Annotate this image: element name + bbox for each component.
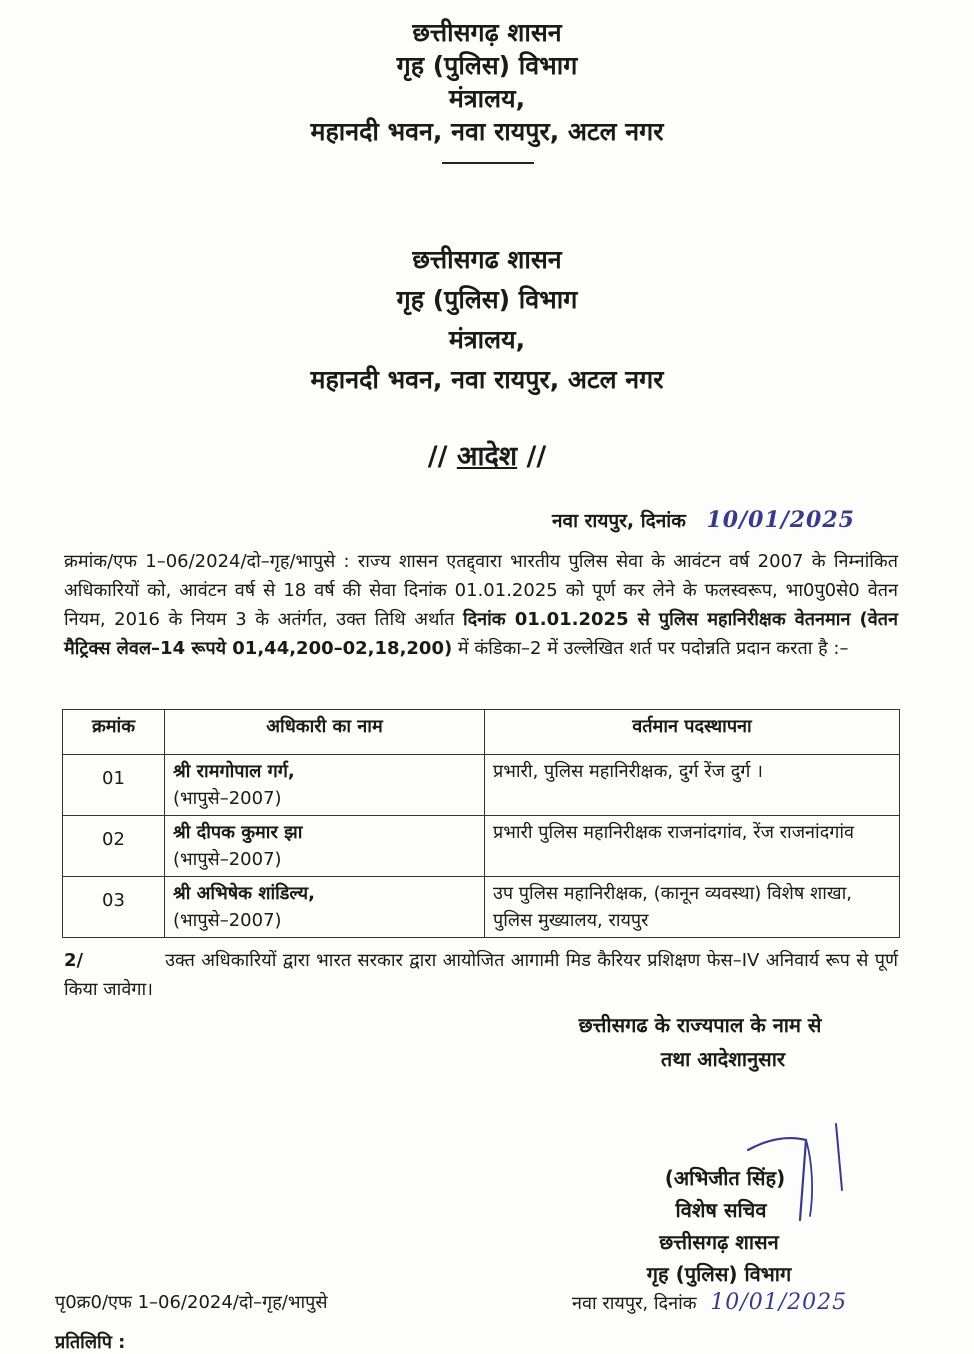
- order-title: [0, 436, 974, 473]
- row-officer: [165, 877, 485, 938]
- order-paragraph-1: [64, 547, 898, 663]
- signatory-dept: गृह (पुलिस) विभाग: [646, 1262, 792, 1286]
- row-posting: उप पुलिस महानिरीक्षक, (कानून व्यवस्था) विशेष शाखा, पुलिस मुख्यालय, रायपुर: [485, 877, 900, 938]
- row-serial: 01: [63, 755, 165, 816]
- header-one-dept: गृह (पुलिस) विभाग: [396, 51, 578, 80]
- officer-name: श्री अभिषेक शांडिल्य,: [173, 883, 315, 904]
- row-posting: प्रभारी, पुलिस महानिरीक्षक, दुर्ग रेंज दुर्ग ।: [485, 755, 900, 816]
- signatory-govt: छत्तीसगढ़ शासन: [659, 1230, 779, 1254]
- signatory-block: [620, 1162, 850, 1290]
- endorsement-ref: पृ0क्र0/एफ 1–06/2024/दो–गृह/भापुसे: [55, 1292, 328, 1313]
- col-header-current-posting: वर्तमान पदस्थापना: [485, 710, 900, 755]
- officer-name: श्री रामगोपाल गर्ग,: [173, 761, 295, 782]
- endorsement-handwritten-date: 10/01/2025: [710, 1290, 848, 1315]
- signatory-name: (अभिजीत सिंह): [664, 1166, 786, 1190]
- order-paragraph-2: [64, 946, 898, 1004]
- para2-text: उक्त अधिकारियों द्वारा भारत सरकार द्वारा आयोजित आगामी मिड कैरियर प्रशिक्षण फेस–IV अनिवार्य रूप से पूर्ण किया जावेगा।: [64, 950, 898, 1000]
- order-title-suffix: //: [517, 441, 547, 472]
- closing-line-2: तथा आदेशानुसार: [660, 1047, 786, 1071]
- signatory-designation: विशेष सचिव: [675, 1198, 767, 1222]
- row-serial: 02: [63, 816, 165, 877]
- row-serial: 03: [63, 877, 165, 938]
- header-two-ministry: मंत्रालय,: [448, 325, 526, 354]
- header-one-ministry: मंत्रालय,: [448, 84, 526, 113]
- dateline: [552, 507, 855, 533]
- row-posting: प्रभारी पुलिस महानिरीक्षक राजनांदगांव, रेंज राजनांदगांव: [485, 816, 900, 877]
- officer-service: (भापुसे–2007): [173, 910, 282, 931]
- handwritten-date: 10/01/2025: [706, 507, 855, 533]
- col-header-officer-name: अधिकारी का नाम: [165, 710, 485, 755]
- header-two: [0, 240, 974, 400]
- table-header-row: [63, 710, 900, 755]
- endorsement-dateline: [572, 1290, 847, 1315]
- row-officer: [165, 755, 485, 816]
- header-one-govt: छत्तीसगढ़ शासन: [412, 18, 562, 47]
- para1-text-b: में कंडिका–2 में उल्लेखित शर्त पर पदोन्नति प्रदान करता है :–: [452, 638, 849, 659]
- header-one-address: महानदी भवन, नवा रायपुर, अटल नगर: [310, 117, 664, 146]
- col-header-serial: क्रमांक: [63, 710, 165, 755]
- endorsement-date-label: नवा रायपुर, दिनांक: [572, 1293, 697, 1314]
- para1-text-a: क्रमांक/एफ 1–06/2024/दो–गृह/भापुसे : राज्य शासन एतद्द्वारा भारतीय पुलिस सेवा के आवंटन वर्ष 2007 के निम्नांकित अधिकारियों को, आवंटन वर्ष से 18 वर्ष की सेवा दिनांक 01.01.2025 को पूर्ण कर लेने के फलस्वरूप, भा0पु0से0 वेतन नियम, 2016 के नियम 3 के अतंर्गत, उक्त तिथि अर्थात: [64, 551, 898, 630]
- table-row: [63, 877, 900, 938]
- officers-table: [62, 709, 900, 938]
- table-row: [63, 816, 900, 877]
- officer-service: (भापुसे–2007): [173, 849, 282, 870]
- header-divider: [442, 162, 534, 164]
- dateline-label: नवा रायपुर, दिनांक: [552, 510, 686, 532]
- table-row: [63, 755, 900, 816]
- officer-name: श्री दीपक कुमार झा: [173, 822, 303, 843]
- header-two-govt: छत्तीसगढ शासन: [412, 245, 562, 274]
- closing-block: [540, 1010, 860, 1074]
- header-one: [0, 16, 974, 148]
- copy-to-label: प्रतिलिपि :: [55, 1332, 126, 1353]
- closing-line-1: छत्तीसगढ के राज्यपाल के नाम से: [578, 1013, 822, 1037]
- order-title-word: आदेश: [456, 441, 518, 472]
- officer-service: (भापुसे–2007): [173, 788, 282, 809]
- order-title-prefix: //: [427, 441, 457, 472]
- para1-pay-scale: दिनांक 01.01.2025 से पुलिस महानिरीक्षक वेतनमान (वेतन मैट्रिक्स लेवल–14 रूपये 01,44,200–02,18,200): [64, 609, 898, 659]
- header-two-dept: गृह (पुलिस) विभाग: [396, 285, 578, 314]
- row-officer: [165, 816, 485, 877]
- header-two-address: महानदी भवन, नवा रायपुर, अटल नगर: [310, 365, 664, 394]
- para2-number: 2/: [64, 950, 84, 971]
